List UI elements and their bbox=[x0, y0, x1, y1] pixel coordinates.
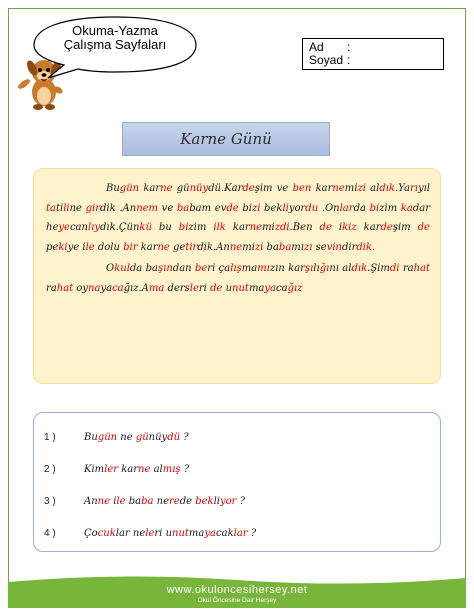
footer bbox=[0, 572, 474, 608]
syllable: Bu bbox=[84, 431, 98, 443]
syllable-highlight: lıy bbox=[87, 222, 100, 234]
syllable: .Şim bbox=[367, 263, 390, 275]
name-box bbox=[302, 38, 444, 70]
syllable: li bbox=[213, 495, 221, 507]
syllable: bi bbox=[238, 202, 252, 214]
syllable: . bbox=[372, 241, 376, 253]
bubble-line-2: Çalışma Sayfaları bbox=[63, 37, 167, 52]
syllable-highlight: ben bbox=[292, 183, 312, 194]
page-title: Karne Günü bbox=[122, 122, 330, 156]
syllable: ne bbox=[69, 202, 86, 214]
syllable-highlight: ğı bbox=[319, 263, 330, 275]
syllable-highlight: ne bbox=[157, 241, 170, 253]
syllable: ne bbox=[129, 527, 146, 539]
syllable: ya bbox=[100, 282, 113, 294]
syllable: Ço bbox=[84, 527, 98, 539]
syllable-highlight: bek bbox=[195, 495, 214, 507]
syllable-highlight: de bbox=[380, 222, 393, 234]
syllable-highlight: zı bbox=[303, 241, 316, 253]
syllable: lı bbox=[313, 263, 320, 275]
syllable-highlight: vin bbox=[326, 241, 342, 253]
syllable-highlight: ki bbox=[58, 241, 68, 253]
syllable-highlight: le bbox=[189, 282, 199, 294]
syllable-highlight: ca bbox=[112, 282, 124, 294]
syllable-highlight: ma bbox=[148, 282, 165, 294]
syllable: ca bbox=[276, 282, 288, 294]
question-number: 1 ) bbox=[44, 431, 56, 443]
syllable: kar bbox=[118, 463, 139, 475]
syllable: Kim bbox=[84, 463, 105, 475]
footer-slogan: Okul Öncesine Dair Herşey bbox=[197, 597, 277, 604]
syllable-highlight: gün bbox=[119, 183, 140, 194]
syllable-highlight: kiz bbox=[342, 222, 357, 234]
syllable-highlight: di bbox=[389, 263, 400, 275]
syllable: al bbox=[150, 463, 163, 475]
syllable-highlight: tir bbox=[185, 241, 198, 253]
question-row bbox=[44, 421, 440, 453]
syllable-highlight: zdi bbox=[274, 222, 290, 234]
syllable: ? bbox=[180, 463, 190, 475]
syllable: u bbox=[222, 282, 233, 294]
syllable: .A bbox=[138, 282, 149, 294]
syllable: yıl bbox=[417, 183, 430, 194]
syllable: mi bbox=[262, 222, 275, 234]
syllable: ne bbox=[117, 431, 136, 443]
syllable-highlight: du bbox=[305, 202, 319, 214]
syllable: bek bbox=[260, 202, 283, 214]
syllable: lar bbox=[115, 527, 130, 539]
syllable: An bbox=[84, 495, 98, 507]
syllable: ri bbox=[207, 263, 219, 275]
syllable: .Ben bbox=[289, 222, 320, 234]
syllable: ? bbox=[180, 431, 189, 443]
surname-row[interactable] bbox=[309, 54, 437, 67]
syllable-highlight: rı bbox=[409, 183, 418, 194]
syllable: ev bbox=[211, 202, 227, 214]
syllable-highlight: le bbox=[145, 527, 155, 539]
syllable: nı bbox=[329, 263, 339, 275]
syllable: .An bbox=[213, 241, 230, 253]
syllable: i bbox=[331, 222, 343, 234]
syllable: kar bbox=[311, 183, 333, 194]
syllable-highlight: dık bbox=[379, 183, 395, 194]
syllable: .Çün bbox=[115, 222, 140, 234]
syllable: ? bbox=[247, 527, 257, 539]
syllable-highlight: kü bbox=[139, 222, 152, 234]
syllable-highlight: nut bbox=[172, 527, 189, 539]
question-row bbox=[44, 453, 440, 485]
syllable: al bbox=[338, 263, 352, 275]
syllable-highlight: ilk bbox=[213, 222, 233, 234]
syllable-highlight: de bbox=[226, 202, 239, 214]
syllable-highlight: ta bbox=[46, 202, 56, 214]
syllable-highlight: bi bbox=[369, 202, 380, 214]
syllable: ne bbox=[153, 495, 170, 507]
syllable: ti bbox=[55, 202, 64, 214]
syllable: ğız bbox=[123, 282, 139, 294]
syllable: dik bbox=[197, 241, 214, 253]
syllable-highlight: zi bbox=[357, 183, 366, 194]
syllable: Kar bbox=[224, 183, 243, 194]
syllable: dü bbox=[208, 183, 221, 194]
question-number: 2 ) bbox=[44, 463, 56, 475]
syllable-highlight: ba bbox=[176, 202, 190, 214]
syllable-highlight: lar bbox=[339, 202, 354, 214]
syllable-highlight: ne bbox=[160, 183, 173, 194]
syllable-highlight: re bbox=[169, 495, 180, 507]
syllable-highlight: nem bbox=[136, 202, 159, 214]
syllable: nüy bbox=[148, 431, 168, 443]
syllable-highlight: ne bbox=[138, 463, 151, 475]
syllable-highlight: dik bbox=[356, 241, 373, 253]
name-label: Ad bbox=[309, 40, 324, 54]
syllable: kar bbox=[137, 241, 158, 253]
syllable-highlight: de bbox=[242, 183, 255, 194]
syllable-highlight: nut bbox=[232, 282, 249, 294]
question-number: 4 ) bbox=[44, 527, 56, 539]
syllable: .On bbox=[318, 202, 340, 214]
story-paragraph-1 bbox=[46, 179, 430, 257]
syllable: ders bbox=[164, 282, 190, 294]
syllable: da bbox=[129, 263, 146, 275]
syllable: şim bbox=[254, 183, 273, 194]
syllable: ba bbox=[145, 263, 159, 275]
syllable-highlight: le bbox=[85, 241, 95, 253]
question-text bbox=[84, 432, 189, 443]
syllable: al bbox=[365, 183, 380, 194]
syllable-highlight: dü bbox=[167, 431, 181, 443]
syllable: .An bbox=[115, 202, 137, 214]
syllable: Bu bbox=[106, 183, 120, 194]
syllable-highlight: şı bbox=[304, 263, 314, 275]
syllable: şim bbox=[392, 222, 418, 234]
syllable: dan bbox=[172, 263, 195, 275]
syllable: zim bbox=[379, 202, 401, 214]
question-text bbox=[84, 496, 245, 507]
syllable-highlight: mış bbox=[162, 463, 181, 475]
syllable-highlight: şın bbox=[158, 263, 173, 275]
syllable-highlight: hat bbox=[56, 282, 77, 294]
syllable-highlight: na bbox=[88, 282, 101, 294]
question-row bbox=[44, 517, 440, 549]
footer-site-link[interactable]: www.okuloncesihersey.net bbox=[166, 584, 308, 596]
syllable: pe bbox=[46, 241, 59, 253]
syllable: kar bbox=[288, 263, 305, 275]
syllable: kar bbox=[143, 183, 161, 194]
syllable-highlight: ler bbox=[104, 463, 119, 475]
syllable: bam bbox=[189, 202, 212, 214]
syllable: zim bbox=[188, 222, 214, 234]
syllable: ra bbox=[399, 263, 414, 275]
syllable-highlight: li bbox=[63, 202, 70, 214]
syllable-highlight: hat bbox=[413, 263, 431, 275]
syllable: . bbox=[220, 183, 225, 194]
syllable-highlight: de bbox=[319, 222, 332, 234]
story-box bbox=[33, 168, 441, 384]
syllable-highlight: ye bbox=[58, 222, 70, 234]
syllable: ? bbox=[236, 495, 246, 507]
syllable: ba bbox=[263, 241, 279, 253]
syllable: ge bbox=[169, 241, 186, 253]
syllable: dik bbox=[100, 202, 116, 214]
syllable-highlight: mı bbox=[257, 263, 270, 275]
syllable: de bbox=[179, 495, 196, 507]
syllable: can bbox=[69, 222, 88, 234]
syllable: ça bbox=[218, 263, 231, 275]
syllable-highlight: li bbox=[282, 202, 289, 214]
bubble-text bbox=[30, 24, 200, 52]
syllable: ve bbox=[158, 202, 177, 214]
syllable: cak bbox=[216, 527, 234, 539]
syllable: ba bbox=[125, 495, 142, 507]
syllable-highlight: kul bbox=[114, 263, 130, 275]
name-separator: : bbox=[347, 40, 351, 54]
syllable: bu bbox=[151, 222, 179, 234]
syllable: gü bbox=[172, 183, 190, 194]
question-row bbox=[44, 485, 440, 517]
syllable: ma bbox=[188, 527, 205, 539]
syllable-highlight: ne bbox=[229, 241, 243, 253]
syllable-highlight: bir bbox=[123, 241, 138, 253]
syllable: ri bbox=[154, 527, 163, 539]
syllable-highlight: zi bbox=[251, 202, 261, 214]
syllable: u bbox=[162, 527, 173, 539]
syllable: oy bbox=[76, 282, 89, 294]
syllable-highlight: cuk bbox=[97, 527, 116, 539]
syllable-highlight: gir bbox=[85, 202, 101, 214]
surname-label: Soyad bbox=[309, 53, 344, 67]
syllable-highlight: le bbox=[116, 495, 126, 507]
syllable-highlight: de bbox=[417, 222, 430, 234]
syllable: dir bbox=[342, 241, 357, 253]
syllable: mi bbox=[344, 183, 358, 194]
syllable: ma bbox=[248, 282, 265, 294]
surname-separator: : bbox=[347, 53, 351, 67]
syllable-highlight: ya bbox=[204, 527, 216, 539]
syllable-highlight: lar bbox=[233, 527, 248, 539]
syllable-highlight: zi bbox=[254, 241, 264, 253]
syllable: ri bbox=[198, 282, 211, 294]
syllable: ye bbox=[67, 241, 80, 253]
syllable: dolu bbox=[94, 241, 124, 253]
syllable-highlight: lış bbox=[230, 263, 242, 275]
syllable: yor bbox=[288, 202, 306, 214]
story-paragraph-2 bbox=[46, 259, 430, 298]
syllable-highlight: ne bbox=[249, 222, 263, 234]
syllable: mi bbox=[242, 241, 255, 253]
question-text bbox=[84, 528, 256, 539]
syllable: i bbox=[110, 495, 117, 507]
syllable-highlight: ne bbox=[97, 495, 111, 507]
syllable: mı bbox=[291, 241, 304, 253]
question-text bbox=[84, 464, 189, 475]
syllable: ra bbox=[46, 282, 57, 294]
bubble-line-1: Okuma-Yazma bbox=[72, 23, 158, 38]
syllable: dar bbox=[412, 202, 430, 214]
syllable-highlight: dık bbox=[351, 263, 368, 275]
syllable: ma bbox=[241, 263, 258, 275]
syllable: kar bbox=[356, 222, 381, 234]
syllable-highlight: ka bbox=[400, 202, 413, 214]
syllable-highlight: gü bbox=[135, 431, 149, 443]
syllable: he bbox=[46, 222, 59, 234]
syllable-highlight: gün bbox=[97, 431, 118, 443]
syllable-highlight: ğız bbox=[287, 282, 303, 294]
syllable-highlight: yor bbox=[220, 495, 237, 507]
syllable-highlight: be bbox=[194, 263, 208, 275]
syllable: kar bbox=[232, 222, 250, 234]
syllable: i bbox=[79, 241, 86, 253]
syllable-highlight: de bbox=[210, 282, 223, 294]
syllable-highlight: ba bbox=[141, 495, 154, 507]
question-number: 3 ) bbox=[44, 495, 56, 507]
syllable-highlight: ya bbox=[264, 282, 277, 294]
syllable: .Ya bbox=[395, 183, 410, 194]
syllable: da bbox=[353, 202, 370, 214]
syllable: ve bbox=[272, 183, 293, 194]
syllable-highlight: bi bbox=[178, 222, 189, 234]
syllable: O bbox=[106, 263, 115, 275]
syllable: se bbox=[315, 241, 327, 253]
syllable-highlight: ne bbox=[332, 183, 345, 194]
speech-bubble bbox=[30, 14, 200, 80]
syllable: zın bbox=[269, 263, 289, 275]
syllable-highlight: ba bbox=[278, 241, 292, 253]
questions-box bbox=[33, 412, 441, 552]
syllable: dık bbox=[100, 222, 116, 234]
syllable-highlight: nüy bbox=[189, 183, 209, 194]
